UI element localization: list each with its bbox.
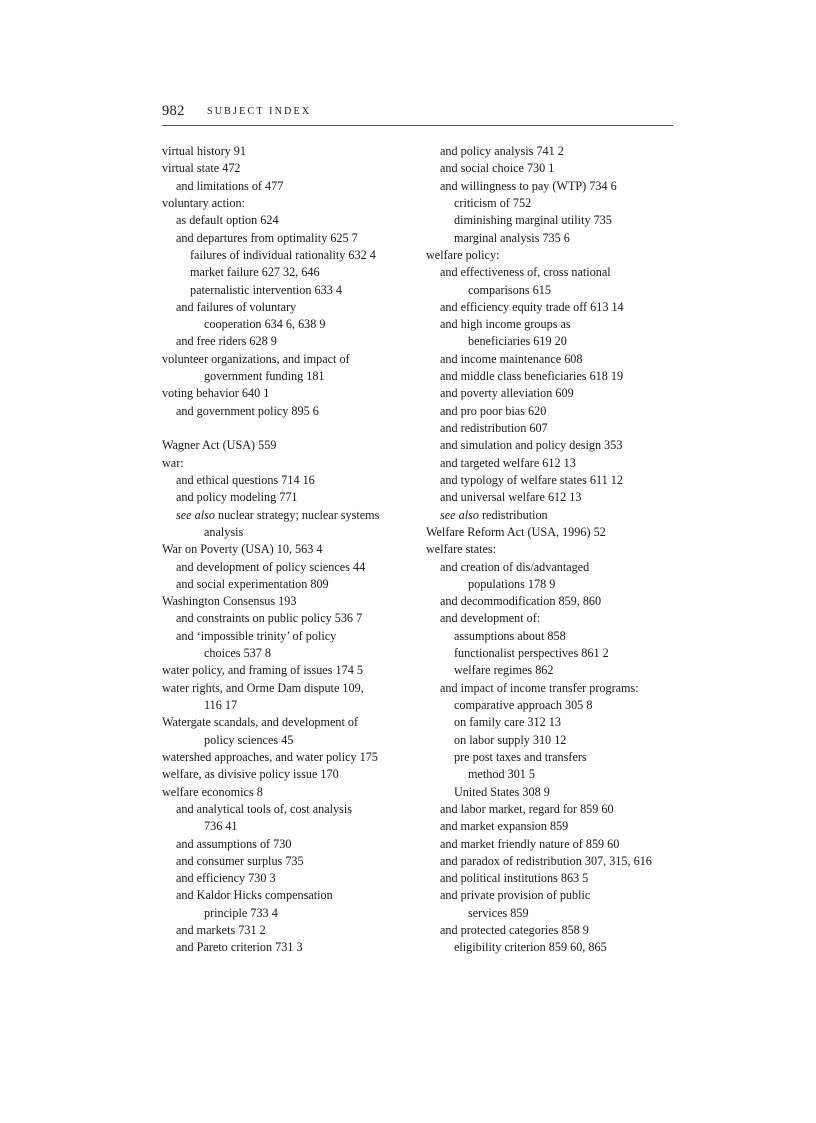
index-entry-text: paternalistic intervention 633 4	[190, 282, 342, 297]
index-entry	[162, 559, 420, 576]
index-entry	[426, 559, 686, 576]
index-entry	[162, 714, 420, 731]
index-entry-text: and market expansion 859	[440, 819, 569, 834]
index-entry	[426, 610, 686, 627]
index-entry	[162, 662, 420, 679]
index-entry-text: watershed approaches, and water policy 175	[162, 749, 378, 764]
index-entry-text: and consumer surplus 735	[176, 853, 304, 868]
index-entry-text: assumptions about 858	[454, 628, 566, 643]
index-entry	[426, 801, 686, 818]
index-entry	[162, 853, 420, 870]
index-entry-text: beneficiaries 619 20	[468, 334, 567, 349]
index-entry	[162, 766, 420, 783]
index-entry	[426, 524, 686, 541]
index-entry	[162, 818, 420, 835]
index-entry-text: virtual state 472	[162, 161, 241, 176]
index-entry-text: cooperation 634 6, 638 9	[204, 317, 326, 332]
index-entry-text: comparative approach 305 8	[454, 698, 593, 712]
index-entry-text: and typology of welfare states 611 12	[440, 472, 623, 487]
index-entry-text: and pro poor bias 620	[440, 403, 547, 418]
index-entry	[162, 645, 420, 662]
index-entry-text: welfare economics 8	[162, 784, 263, 799]
index-entry-text: and ethical questions 714 16	[176, 472, 315, 487]
index-entry	[162, 593, 420, 610]
index-entry	[162, 939, 420, 956]
index-entry-text: and limitations of 477	[176, 178, 284, 193]
index-entry	[426, 541, 686, 558]
index-entry	[162, 178, 420, 195]
index-entry-text: and targeted welfare 612 13	[440, 455, 576, 470]
index-entry	[162, 299, 420, 316]
index-entry	[162, 351, 420, 368]
index-entry-text: 736 41	[204, 819, 238, 834]
index-entry	[426, 368, 686, 385]
index-entry	[426, 160, 686, 177]
index-entry-text: redistribution	[478, 507, 548, 522]
index-entry	[162, 160, 420, 177]
index-entry-text: and paradox of redistribution 307, 315, 616	[440, 853, 652, 868]
index-entry-text: functionalist perspectives 861 2	[454, 646, 609, 661]
index-entry	[426, 351, 686, 368]
index-entry	[162, 437, 420, 454]
index-entry-text: and high income groups as	[440, 317, 571, 332]
index-entry	[162, 541, 420, 558]
index-entry-text: and departures from optimality 625 7	[176, 230, 358, 245]
running-header	[162, 103, 673, 126]
index-entry	[426, 870, 686, 887]
index-entry	[162, 264, 420, 281]
index-entry	[426, 645, 686, 662]
index-entry-text: and policy analysis 741 2	[440, 144, 564, 158]
index-entry-text: marginal analysis 735 6	[454, 230, 570, 245]
index-entry-text: analysis	[204, 524, 244, 539]
see-also-label: see also	[440, 507, 479, 522]
index-entry-text: comparisons 615	[468, 282, 551, 297]
index-entry-text: volunteer organizations, and impact of	[162, 351, 350, 366]
index-entry-text: criticism of 752	[454, 195, 532, 210]
index-entry-text: and analytical tools of, cost analysis	[176, 801, 352, 816]
index-entry	[162, 507, 420, 524]
index-entry	[426, 939, 686, 956]
index-entry	[162, 905, 420, 922]
index-entry-text: and decommodification 859, 860	[440, 594, 602, 609]
index-entry	[426, 455, 686, 472]
index-entry-text: welfare policy:	[426, 247, 500, 262]
index-entry	[162, 368, 420, 385]
index-entry-text: and market friendly nature of 859 60	[440, 836, 620, 851]
index-entry	[426, 143, 686, 160]
index-entry	[426, 333, 686, 350]
index-entry-text: and universal welfare 612 13	[440, 490, 582, 505]
index-entry-text: and constraints on public policy 536 7	[176, 611, 363, 626]
index-entry	[426, 212, 686, 229]
index-entry	[162, 403, 420, 420]
index-entry-text: choices 537 8	[204, 646, 272, 661]
index-entry-text: and willingness to pay (WTP) 734 6	[440, 178, 617, 193]
index-entry-text: and poverty alleviation 609	[440, 386, 574, 401]
index-entry-text: and social choice 730 1	[440, 161, 555, 176]
index-entry-text: Wagner Act (USA) 559	[162, 438, 277, 453]
index-entry	[162, 524, 420, 541]
index-entry	[162, 455, 420, 472]
index-entry	[426, 853, 686, 870]
index-entry	[426, 905, 686, 922]
index-column-right	[426, 143, 686, 957]
index-entry	[162, 887, 420, 904]
index-entry	[426, 749, 686, 766]
index-entry-text: nuclear strategy; nuclear systems	[214, 507, 380, 522]
index-entry-text: and free riders 628 9	[176, 334, 277, 349]
index-entry-text: Welfare Reform Act (USA, 1996) 52	[426, 524, 606, 539]
index-entry-text: and policy modeling 771	[176, 490, 298, 505]
running-title: SUBJECT INDEX	[207, 106, 312, 117]
index-entry-text: Watergate scandals, and development of	[162, 715, 359, 730]
index-column-left	[162, 143, 420, 957]
index-entry	[426, 784, 686, 801]
index-entry	[426, 264, 686, 281]
index-entry	[426, 818, 686, 835]
index-entry	[426, 628, 686, 645]
index-entry	[426, 836, 686, 853]
index-entry-text: and assumptions of 730	[176, 836, 292, 851]
index-entry	[162, 680, 420, 697]
index-entry	[162, 836, 420, 853]
index-entry-text: war:	[162, 455, 184, 470]
index-entry-text: United States 308 9	[454, 784, 550, 799]
index-entry	[162, 212, 420, 229]
index-entry	[426, 403, 686, 420]
index-entry	[426, 195, 686, 212]
index-entry	[426, 507, 686, 524]
index-entry-text: and social experimentation 809	[176, 576, 329, 591]
index-entry	[426, 282, 686, 299]
index-entry-text: and Pareto criterion 731 3	[176, 940, 303, 955]
index-entry-text: diminishing marginal utility 735	[454, 213, 612, 228]
index-entry	[426, 576, 686, 593]
index-entry	[426, 178, 686, 195]
index-entry	[426, 593, 686, 610]
index-entry	[426, 680, 686, 697]
index-entry	[162, 610, 420, 627]
index-entry-text: and income maintenance 608	[440, 351, 583, 366]
index-entry-text: voting behavior 640 1	[162, 386, 270, 401]
index-entry	[162, 489, 420, 506]
index-entry-text: eligibility criterion 859 60, 865	[454, 940, 607, 955]
index-entry-text: method 301 5	[468, 767, 536, 782]
index-entry-text: welfare regimes 862	[454, 663, 554, 678]
index-entry	[162, 801, 420, 818]
index-entry-text: pre post taxes and transfers	[454, 749, 587, 764]
index-entry	[426, 489, 686, 506]
index-entry	[162, 576, 420, 593]
index-entry	[162, 195, 420, 212]
index-entry-text: welfare, as divisive policy issue 170	[162, 767, 339, 782]
index-entry	[426, 697, 686, 714]
index-entry-text: welfare states:	[426, 542, 497, 557]
index-entry-text: virtual history 91	[162, 144, 246, 158]
index-entry	[162, 282, 420, 299]
index-entry	[426, 420, 686, 437]
index-entry-text: and efficiency equity trade off 613 14	[440, 299, 624, 314]
index-entry-text: and markets 731 2	[176, 923, 266, 938]
index-entry-text: on family care 312 13	[454, 715, 561, 730]
see-also-label: see also	[176, 507, 215, 522]
index-entry-text: and redistribution 607	[440, 421, 548, 435]
index-entry	[426, 316, 686, 333]
index-entry-text: and Kaldor Hicks compensation	[176, 888, 333, 903]
index-entry-text: and private provision of public	[440, 888, 591, 903]
index-entry-text: and failures of voluntary	[176, 299, 297, 314]
index-entry	[426, 437, 686, 454]
index-entry	[426, 766, 686, 783]
index-entry-text: and impact of income transfer programs:	[440, 680, 639, 695]
index-entry-text: and development of:	[440, 611, 541, 626]
index-entry-text: policy sciences 45	[204, 732, 294, 747]
index-entry-text: government funding 181	[204, 369, 325, 384]
index-entry-text: market failure 627 32, 646	[190, 265, 320, 280]
index-entry	[426, 662, 686, 679]
index-entry	[162, 870, 420, 887]
index-entry-text: principle 733 4	[204, 905, 278, 920]
index-entry-text: War on Poverty (USA) 10, 563 4	[162, 542, 323, 557]
page-number: 982	[162, 103, 185, 119]
index-entry	[162, 749, 420, 766]
index-entry	[162, 697, 420, 714]
index-entry-text: and labor market, regard for 859 60	[440, 801, 614, 816]
index-entry	[426, 472, 686, 489]
index-entry-text: voluntary action:	[162, 195, 245, 210]
index-entry-text: and creation of dis/advantaged	[440, 559, 590, 574]
index-spacer	[162, 420, 420, 437]
index-entry-text: populations 178 9	[468, 576, 556, 591]
index-entry-text: 116 17	[204, 698, 238, 712]
index-entry	[162, 143, 420, 160]
index-entry	[162, 333, 420, 350]
index-entry-text: on labor supply 310 12	[454, 732, 567, 747]
index-entry-text: failures of individual rationality 632 4	[190, 247, 376, 262]
index-entry	[162, 784, 420, 801]
index-entry	[162, 230, 420, 247]
index-entry-text: Washington Consensus 193	[162, 594, 297, 609]
index-entry-text: and simulation and policy design 353	[440, 438, 623, 453]
index-entry	[162, 472, 420, 489]
index-entry-text: water policy, and framing of issues 174 5	[162, 663, 363, 678]
index-entry-text: services 859	[468, 905, 529, 920]
index-entry	[162, 247, 420, 264]
index-entry	[426, 922, 686, 939]
index-entry	[162, 316, 420, 333]
index-entry	[162, 628, 420, 645]
index-entry	[426, 732, 686, 749]
index-entry-text: and protected categories 858 9	[440, 923, 589, 938]
index-entry	[162, 922, 420, 939]
index-entry-text: and efficiency 730 3	[176, 871, 276, 886]
index-entry	[426, 385, 686, 402]
index-entry	[426, 230, 686, 247]
index-entry-text: and political institutions 863 5	[440, 871, 589, 886]
index-entry-text: as default option 624	[176, 213, 279, 228]
index-entry	[162, 385, 420, 402]
index-entry-text: and development of policy sciences 44	[176, 559, 366, 574]
index-entry-text: water rights, and Orme Dam dispute 109,	[162, 680, 364, 695]
index-entry	[426, 299, 686, 316]
index-entry	[426, 887, 686, 904]
index-entry	[426, 714, 686, 731]
index-entry	[162, 732, 420, 749]
index-entry-text: and effectiveness of, cross national	[440, 265, 611, 280]
index-entry-text: and government policy 895 6	[176, 403, 319, 418]
index-entry	[426, 247, 686, 264]
index-entry-text: and middle class beneficiaries 618 19	[440, 369, 624, 384]
index-entry-text: and ‘impossible trinity’ of policy	[176, 628, 337, 643]
